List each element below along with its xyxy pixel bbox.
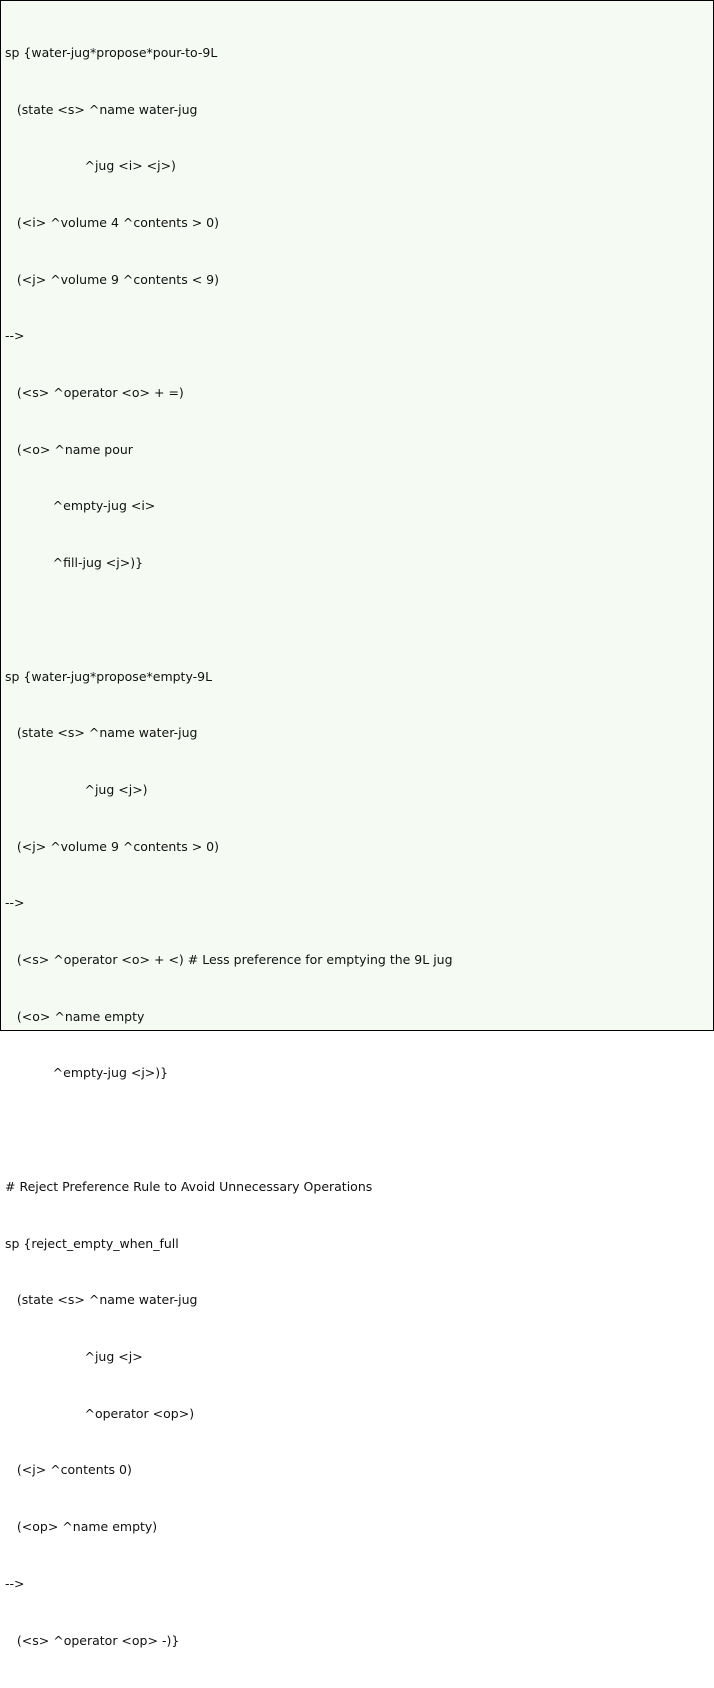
code-line: (state <s> ^name water-jug	[5, 1292, 198, 1308]
code-line: (<i> ^volume 4 ^contents > 0)	[5, 214, 219, 230]
code-line: sp {water-jug*propose*empty-9L	[5, 668, 213, 684]
code-line: ^operator <op>)	[5, 1405, 195, 1421]
code-line: ^jug <j>)	[5, 781, 148, 797]
code-line: ^jug <j>	[5, 1348, 143, 1364]
code-line: (<j> ^volume 9 ^contents > 0)	[5, 838, 219, 854]
code-line: (<o> ^name empty	[5, 1008, 145, 1024]
code-line: ^empty-jug <i>	[5, 498, 156, 514]
code-line: # Reject Preference Rule to Avoid Unnecessary Operations	[5, 1178, 373, 1194]
code-line: sp {water-jug*propose*pour-to-9L	[5, 44, 218, 60]
code-line	[5, 1121, 709, 1140]
code-line: ^jug <i> <j>)	[5, 158, 176, 174]
code-line: (<j> ^volume 9 ^contents < 9)	[5, 271, 219, 287]
code-line: -->	[5, 895, 25, 911]
code-line: (state <s> ^name water-jug	[5, 725, 198, 741]
code-line: ^fill-jug <j>)}	[5, 555, 144, 571]
code-line: sp {reject_empty_when_full	[5, 1235, 179, 1251]
code-text-area[interactable]	[5, 6, 709, 1688]
code-line: (<s> ^operator <o> + <) # Less preference for emptying the 9L jug	[5, 952, 453, 968]
code-line: ^empty-jug <j>)}	[5, 1065, 169, 1081]
code-line: -->	[5, 1575, 25, 1591]
code-line: (state <s> ^name water-jug	[5, 101, 198, 117]
code-line: (<s> ^operator <o> + =)	[5, 385, 184, 401]
code-line: (<op> ^name empty)	[5, 1519, 158, 1535]
code-line: (<s> ^operator <op> -)}	[5, 1632, 180, 1648]
code-line: -->	[5, 328, 25, 344]
code-line	[5, 611, 709, 630]
code-line: (<o> ^name pour	[5, 441, 133, 457]
code-line: (<j> ^contents 0)	[5, 1462, 132, 1478]
